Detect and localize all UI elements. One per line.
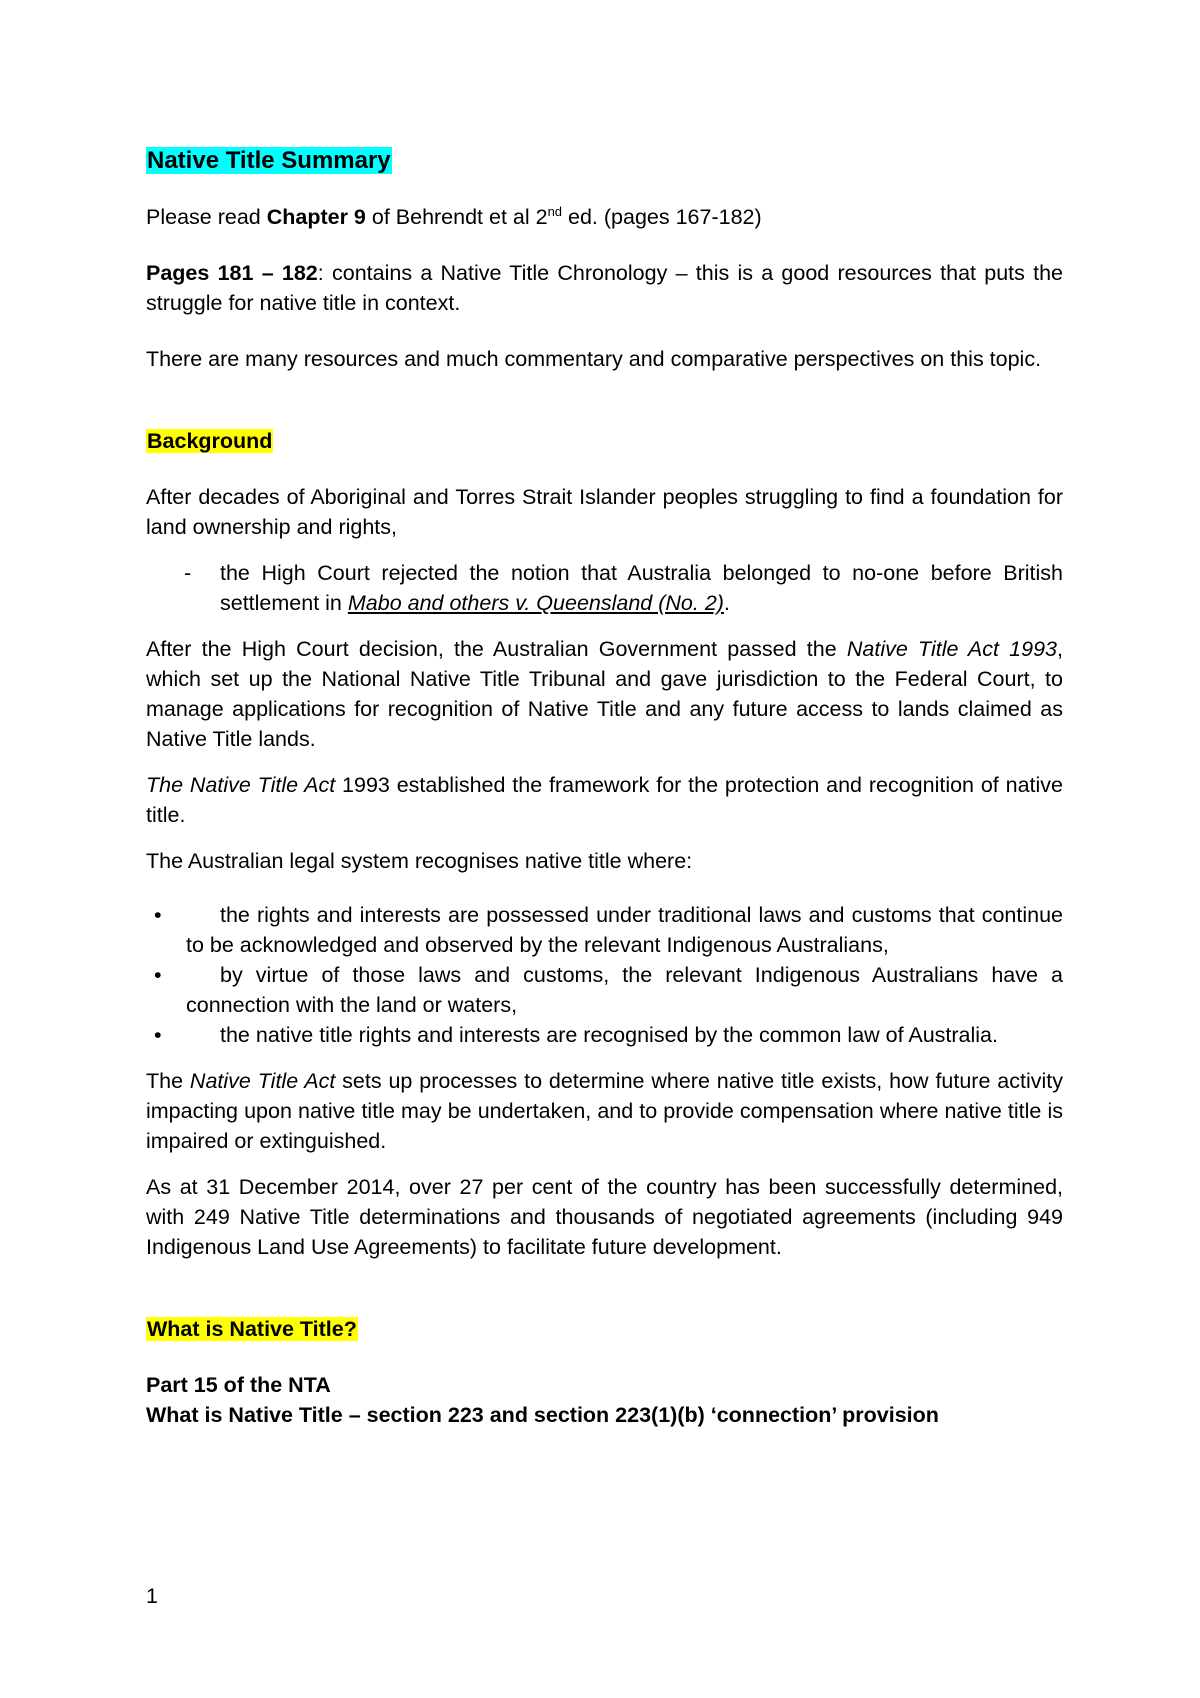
dash-item-end: .	[723, 591, 730, 615]
document-title-line	[146, 146, 1063, 176]
reading-instruction	[146, 202, 1063, 232]
background-heading: Background	[147, 429, 273, 453]
p2-text-b: , which set up the National Native Title Tribunal and gave jurisdiction to the Federal Court, to manage applications for recognition of Native Title and any future access to lands claimed as Native Title lands.	[146, 637, 1063, 751]
page-number: 1	[146, 1584, 158, 1608]
bullet-marker: •	[154, 903, 162, 927]
part-15-line: Part 15 of the NTA	[146, 1373, 331, 1397]
chronology-paragraph	[146, 258, 1063, 318]
bullet-item-1	[146, 900, 1063, 960]
reading-chapter: Chapter 9	[266, 205, 366, 229]
reading-prefix: Please read	[146, 205, 267, 229]
reading-book: of Behrendt et al 2	[365, 205, 548, 229]
bullet-text-3: the native title rights and interests are recognised by the common law of Australia.	[220, 1023, 998, 1047]
chronology-pages: Pages 181 – 182	[146, 261, 318, 285]
resources-paragraph: There are many resources and much commentary and comparative perspectives on this topic.	[146, 347, 1042, 371]
document-title: Native Title Summary	[147, 147, 391, 174]
p3-act-name: The Native Title Act	[146, 773, 336, 797]
p2-text-a: After the High Court decision, the Australian Government passed the	[146, 637, 847, 661]
case-citation: Mabo and others v. Queensland (No. 2)	[347, 591, 724, 615]
p3-text: 1993 established the framework for the protection and recognition of native title.	[146, 773, 1063, 827]
dash-item-text: the High Court rejected the notion that Australia belonged to no-one before British settlement in	[220, 561, 1063, 615]
background-paragraph-6: As at 31 December 2014, over 27 per cent of the country has been successfully determined, with 249 Native Title determinations and thousands of negotiated agreements (including 949 Indigenous Land Use Agreements) to facilitate future development.	[146, 1175, 1063, 1259]
background-paragraph-5	[146, 1066, 1063, 1156]
p5-text-b: sets up processes to determine where native title exists, how future activity impacting upon native title may be undertaken, and to provide compensation where native title is impaired or extinguished.	[146, 1069, 1063, 1153]
reading-pages: ed. (pages 167-182)	[562, 205, 762, 229]
background-paragraph-1: After decades of Aboriginal and Torres Strait Islander peoples struggling to find a foundation for land ownership and rights,	[146, 485, 1063, 539]
p2-act-name: Native Title Act 1993	[846, 637, 1058, 661]
document-body	[146, 146, 1063, 1430]
p5-text-a: The	[146, 1069, 190, 1093]
bullet-item-2	[146, 960, 1063, 1020]
chronology-text: : contains a Native Title Chronology – this is a good resources that puts the struggle for native title in context.	[146, 261, 1064, 315]
bullet-marker: •	[154, 1023, 162, 1047]
background-paragraph-2	[146, 634, 1063, 754]
dash-list-item	[146, 558, 1063, 618]
bullet-marker: •	[154, 963, 162, 987]
bullet-item-3	[146, 1020, 1063, 1050]
reading-edition-sup: nd	[547, 203, 563, 219]
p5-act-name: Native Title Act	[189, 1069, 336, 1093]
bullet-text-1: the rights and interests are possessed under traditional laws and customs that continue to be acknowledged and observed by the relevant Indigenous Australians,	[186, 903, 1063, 957]
background-paragraph-3	[146, 770, 1063, 830]
section-223-line: What is Native Title – section 223 and section 223(1)(b) ‘connection’ provision	[146, 1403, 939, 1427]
dash-marker: -	[184, 561, 192, 585]
bullet-text-2: by virtue of those laws and customs, the relevant Indigenous Australians have a connection with the land or waters,	[186, 963, 1063, 1017]
background-paragraph-4: The Australian legal system recognises native title where:	[146, 849, 693, 873]
background-heading-line	[146, 426, 1063, 456]
what-is-heading: What is Native Title?	[147, 1317, 357, 1341]
what-is-heading-line	[146, 1314, 1063, 1344]
